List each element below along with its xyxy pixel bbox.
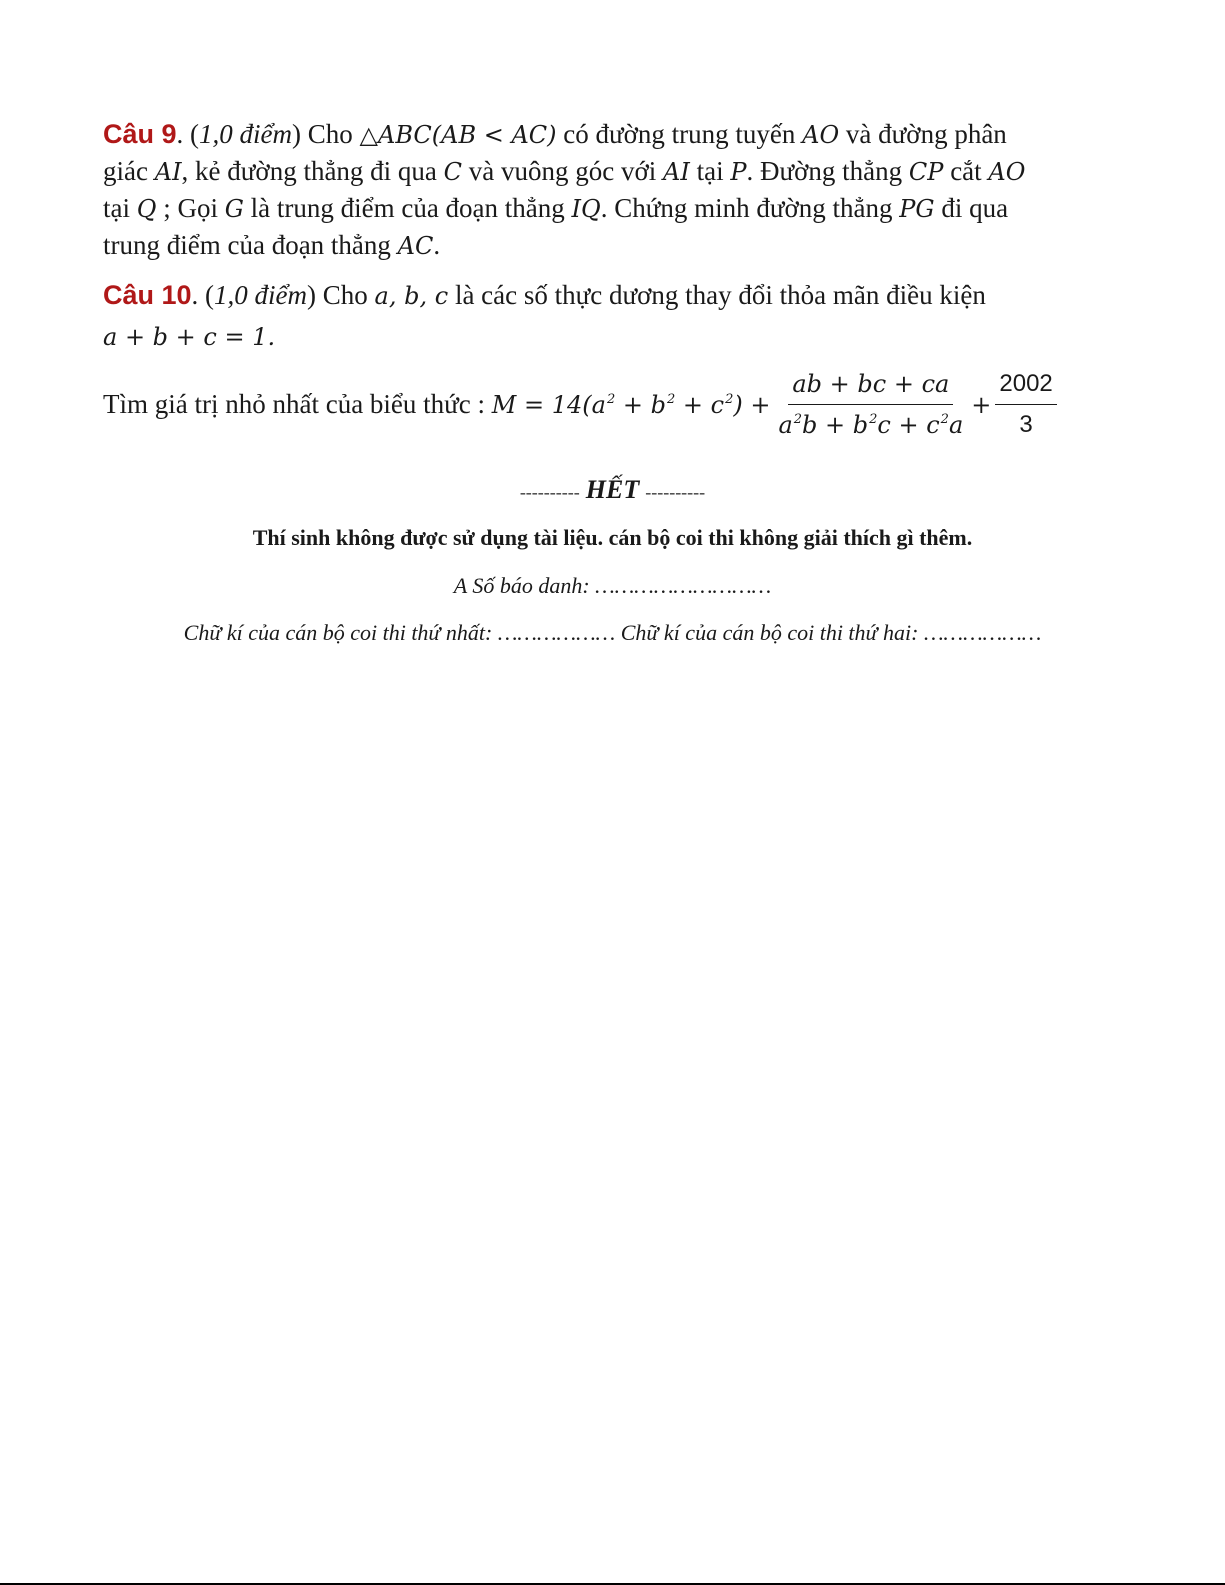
q10-expression-line (103, 370, 1133, 439)
q9-math: AO (988, 158, 1026, 186)
fraction-2 (995, 370, 1056, 439)
q9-text: là trung điểm của đoạn thẳng (250, 193, 565, 223)
q9-math: AI (663, 158, 690, 186)
expr-part: c + c (877, 411, 940, 439)
exponent: 2 (793, 412, 803, 427)
q9-math: PG (899, 195, 935, 223)
q9-text: ; Gọi (163, 193, 218, 223)
q9-math: CP (908, 158, 944, 186)
q9-math: C (443, 158, 463, 186)
q10-line-1: Câu 10. (1,0 điểm) Cho a, b, c là các số thực dương thay đổi thỏa mãn điều kiện (103, 280, 986, 310)
q9-text: , kẻ đường thẳng đi qua (181, 156, 437, 186)
q9-text: và vuông góc với (468, 156, 657, 186)
q9-text: . (433, 230, 441, 260)
candidate-number-field: A Số báo danh: ……………………… (453, 573, 772, 598)
q9-text: trung điểm của đoạn thẳng (103, 230, 391, 260)
q9-label: Câu 9 (103, 119, 177, 149)
q9-text: tại (103, 193, 130, 223)
exponent: 2 (725, 391, 734, 407)
q9-line-3 (103, 190, 1133, 227)
q10-text: Tìm giá trị nhỏ nhất của biểu thức : (103, 389, 486, 419)
q9-text: Cho (307, 119, 353, 149)
q10-label: Câu 10 (103, 280, 192, 310)
q10-text: là các số thực dương thay đổi thỏa mãn điều kiện (454, 280, 986, 310)
q9-math: AC (397, 232, 434, 260)
q9-line-1: Câu 9. (1,0 điểm) Cho △ABC(AB < AC) có đường trung tuyến AO và đường phân (103, 119, 1007, 149)
question-9 (103, 116, 1133, 264)
fraction-2-denominator: 3 (1019, 411, 1033, 438)
expr-part: M = 14(a (491, 390, 606, 419)
q9-math: (AB < AC) (431, 121, 557, 149)
q9-line-2 (103, 153, 1133, 190)
exponent: 2 (869, 412, 878, 427)
q10-points: 1,0 điểm (214, 280, 308, 310)
exponent: 2 (666, 391, 676, 407)
fraction-1-numerator: ab + bc + ca (788, 370, 953, 405)
plus-sign: + (971, 390, 992, 419)
q10-vars: a, b, c (374, 282, 449, 310)
fraction-2-numerator: 2002 (995, 370, 1056, 405)
q9-math: IQ (571, 195, 601, 223)
q10-text: Cho (322, 280, 368, 310)
expr-part: b + b (802, 411, 869, 439)
exponent: 2 (940, 412, 949, 427)
q9-text: cắt (950, 156, 982, 186)
q9-line-4 (103, 227, 1133, 264)
q9-text: tại (696, 156, 724, 186)
exponent: 2 (606, 391, 616, 407)
q10-condition: a + b + c = 1. (103, 323, 276, 351)
expr-part: ) + (733, 390, 771, 419)
dashes-left: ---------- (519, 482, 580, 502)
q9-text: . Đường thẳng (746, 156, 903, 186)
expression-lhs (492, 391, 771, 419)
q9-points: 1,0 điểm (199, 119, 293, 149)
expr-part: a (778, 411, 793, 439)
question-10 (103, 277, 1133, 355)
signature-1: Chữ kí của cán bộ coi thi thứ nhất: ……………… (183, 620, 616, 645)
q9-text: và đường phân (845, 119, 1007, 149)
fraction-1 (774, 370, 967, 439)
q9-text: đi qua (941, 193, 1009, 223)
q9-math: AO (802, 121, 840, 149)
q9-text: giác (103, 156, 148, 186)
signature-lines (0, 620, 1225, 646)
q9-math: G (224, 195, 244, 223)
end-marker (0, 475, 1225, 505)
q9-math: Q (136, 195, 157, 223)
q10-condition-line (103, 318, 1133, 355)
expr-part: + c (675, 390, 725, 419)
exam-note: Thí sinh không được sử dụng tài liệu. cán bộ coi thi không giải thích gì thêm. (252, 525, 973, 550)
q9-text: . Chứng minh đường thẳng (600, 193, 893, 223)
q9-text: có đường trung tuyến (563, 119, 796, 149)
fraction-1-denominator (774, 405, 967, 439)
expr-part: + b (615, 390, 666, 419)
signature-2: Chữ kí của cán bộ coi thi thứ hai: ……………… (620, 620, 1042, 645)
dashes-right: ---------- (645, 482, 706, 502)
q9-math: P (730, 158, 747, 186)
end-label: HẾT (585, 475, 640, 504)
q9-math: AI (154, 158, 182, 186)
expr-part: a (948, 411, 964, 439)
q9-math: △ABC (359, 121, 432, 149)
